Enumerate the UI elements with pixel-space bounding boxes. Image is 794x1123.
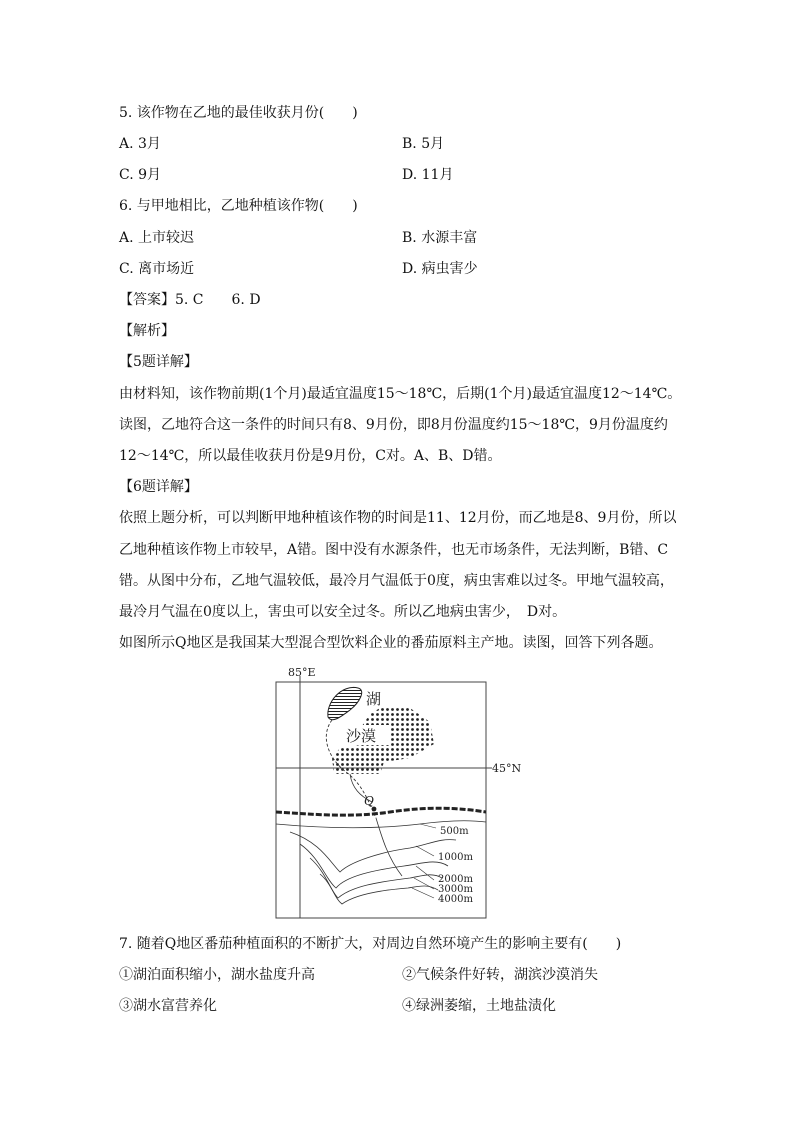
q6-detail-line: 依照上题分析，可以判断甲地种植该作物的时间是11、12月份，而乙地是8、9月份，所以: [119, 510, 677, 526]
option-4: ④绿洲萎缩，土地盐渍化: [402, 998, 556, 1014]
q5-detail-line: 读图，乙地符合这一条件的时间只有8、9月份，即8月份温度约15～18℃，9月份温度约: [119, 417, 668, 433]
q5-detail-heading: 【5题详解】: [119, 354, 198, 370]
mountain-front: [276, 808, 486, 815]
q6-detail-heading: 【6题详解】: [119, 479, 198, 495]
leader-line: [412, 888, 434, 898]
option-a: A. 3月: [119, 136, 161, 152]
option-b: B. 水源丰富: [402, 230, 478, 246]
contour-line: [320, 874, 438, 904]
leader-line: [416, 866, 434, 880]
option-b: B. 5月: [402, 136, 445, 152]
option-a: A. 上市较迟: [119, 230, 195, 246]
question-7-stem: 7. 随着Q地区番茄种植面积的不断扩大，对周边自然环境产生的影响主要有( ): [119, 936, 622, 952]
contour-label: 3000m: [438, 884, 473, 895]
option-3: ③湖水富营养化: [119, 998, 217, 1014]
map-figure: [270, 662, 530, 922]
figure-intro: 如图所示Q地区是我国某大型混合型饮料企业的番茄原料主产地。读图，回答下列各题。: [119, 635, 663, 651]
option-c: C. 9月: [119, 167, 162, 183]
contour-label: 4000m: [438, 894, 473, 905]
leader-line: [414, 878, 434, 889]
contour-line: [290, 832, 456, 872]
contour-line: [300, 844, 448, 888]
option-1: ①湖泊面积缩小，湖水盐度升高: [119, 967, 315, 983]
desert-label: 沙漠: [346, 727, 377, 745]
point-q-label: Q: [364, 794, 374, 808]
q5-detail-line: 12～14℃，所以最佳收获月份是9月份，C对。A、B、D错。: [119, 448, 502, 464]
option-2: ②气候条件好转，湖滨沙漠消失: [402, 967, 598, 983]
q6-detail-line: 最冷月气温在0度以上，害虫可以安全过冬。所以乙地病虫害少， D对。: [119, 604, 567, 620]
contour-label: 2000m: [438, 874, 473, 885]
leader-line: [420, 824, 436, 828]
option-c: C. 离市场近: [119, 261, 195, 277]
longitude-label: 85°E: [288, 666, 316, 679]
q5-detail-line: 由材料知，该作物前期(1个月)最适宜温度15～18℃，后期(1个月)最适宜温度12～14℃。: [119, 386, 682, 402]
question-5-stem: 5. 该作物在乙地的最佳收获月份( ): [119, 105, 358, 121]
leader-line: [416, 846, 434, 856]
contour-label: 1000m: [438, 852, 473, 863]
q6-detail-line: 错。从图中分布，乙地气温较低，最冷月气温低于0度，病虫害难以过冬。甲地气温较高，: [119, 573, 674, 589]
q6-detail-line: 乙地种植该作物上市较早，A错。图中没有水源条件，也无市场条件，无法判断，B错、C: [119, 542, 669, 558]
lake-label: 湖: [366, 690, 382, 708]
lake-shape: [328, 687, 362, 719]
option-d: D. 11月: [402, 167, 454, 183]
latitude-label: 45°N: [492, 762, 522, 775]
contour-label: 500m: [440, 826, 469, 837]
analysis-heading: 【解析】: [119, 323, 175, 339]
option-d: D. 病虫害少: [402, 261, 478, 277]
question-6-stem: 6. 与甲地相比，乙地种植该作物( ): [119, 198, 358, 214]
answer-line: 【答案】5. C 6. D: [119, 292, 261, 308]
